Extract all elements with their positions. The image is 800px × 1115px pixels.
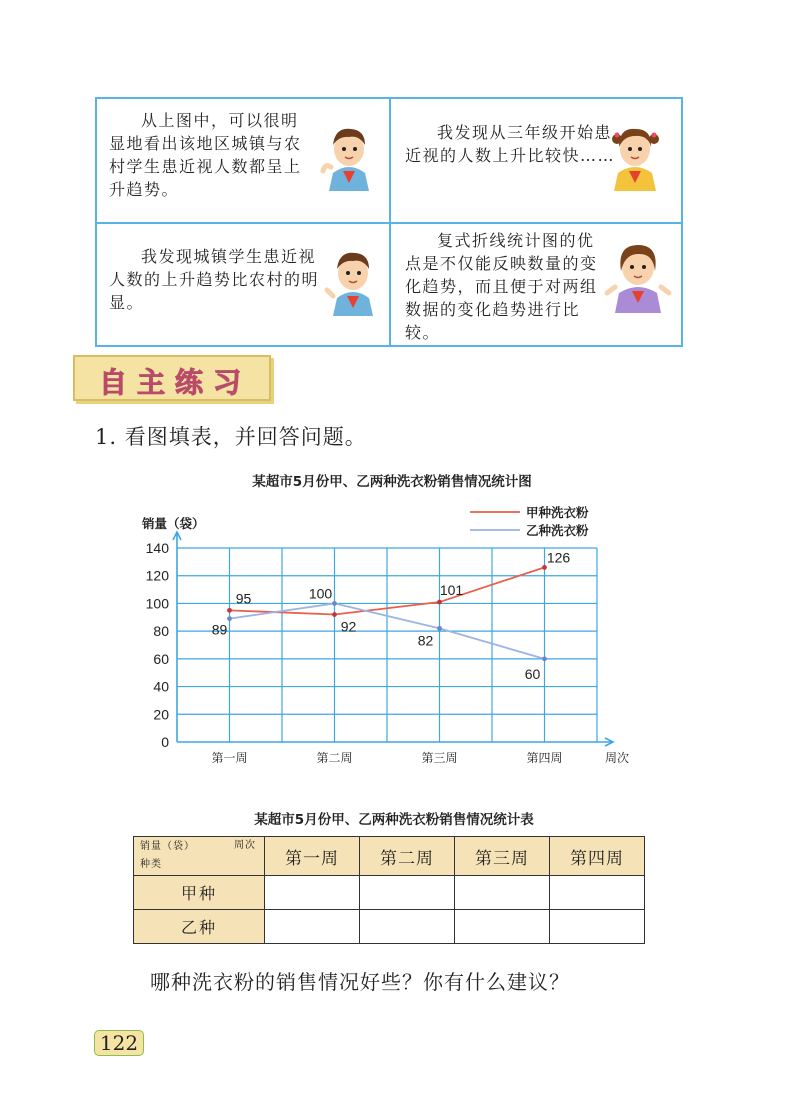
section-title: 自主练习	[99, 366, 252, 399]
observation-4: 复式折线统计图的优点是不仅能反映数量的变化趋势，而且便于对两组数据的变化趋势进行比较。	[405, 231, 598, 342]
table-cell[interactable]	[550, 876, 645, 910]
row-header: 乙种	[134, 910, 265, 944]
boy-illustration	[323, 244, 383, 316]
data-label: 101	[439, 582, 464, 599]
girl-illustration	[603, 237, 673, 313]
table-row	[134, 876, 645, 910]
data-point	[542, 565, 547, 570]
y-axis-label: 销量（袋）	[142, 516, 205, 531]
row-header: 甲种	[134, 876, 265, 910]
page-number: 122	[94, 1030, 144, 1056]
y-tick-label: 140	[145, 540, 169, 556]
y-tick-label: 60	[153, 650, 169, 667]
data-label: 100	[308, 585, 333, 602]
table-cell[interactable]	[265, 910, 360, 944]
boy-illustration	[319, 121, 379, 191]
y-tick-label: 100	[145, 595, 169, 612]
x-tick-label: 第四周	[526, 751, 563, 765]
table-cell[interactable]	[265, 876, 360, 910]
observation-grid	[95, 97, 683, 347]
column-header: 第一周	[265, 837, 360, 876]
x-axis-label: 周次	[604, 751, 630, 765]
data-point	[542, 656, 547, 661]
corner-label-type: 种类	[140, 859, 162, 870]
data-label: 92	[340, 618, 357, 635]
girl-illustration	[604, 121, 666, 191]
table-row	[134, 910, 645, 944]
y-tick-label: 40	[153, 678, 169, 695]
table-cell[interactable]	[455, 910, 550, 944]
data-label: 126	[546, 549, 571, 566]
data-point	[437, 626, 442, 631]
data-label: 95	[235, 590, 252, 607]
data-point	[227, 616, 232, 621]
observation-2: 我发现从三年级开始患近视的人数上升比较快……	[405, 123, 616, 165]
x-tick-label: 第三周	[421, 751, 458, 765]
observation-1: 从上图中，可以很明显地看出该地区城镇与农村学生患近视人数都呈上升趋势。	[109, 111, 302, 199]
table-cell[interactable]	[550, 910, 645, 944]
sales-table	[133, 836, 645, 944]
corner-label-week: 周次	[234, 840, 256, 851]
table-title: 某超市5月份甲、乙两种洗衣粉销售情况统计表	[254, 812, 534, 828]
table-cell[interactable]	[360, 876, 455, 910]
data-label: 82	[417, 632, 434, 649]
section-banner	[73, 355, 271, 401]
legend-label: 甲种洗衣粉	[526, 505, 589, 520]
y-tick-label: 120	[145, 567, 169, 584]
question-1: 1. 看图填表，并回答问题。	[95, 425, 367, 449]
table-cell[interactable]	[455, 876, 550, 910]
x-tick-label: 第二周	[316, 751, 353, 765]
observation-3: 我发现城镇学生患近视人数的上升趋势比农村的明显。	[109, 247, 320, 312]
line-chart	[0, 490, 800, 780]
question-2: 哪种洗衣粉的销售情况好些？你有什么建议？	[150, 970, 570, 994]
grid-divider-horizontal	[97, 222, 681, 224]
data-label: 89	[211, 621, 228, 638]
column-header: 第三周	[455, 837, 550, 876]
column-header: 第四周	[550, 837, 645, 876]
table-cell[interactable]	[360, 910, 455, 944]
corner-label-sales: 销量（袋）	[140, 841, 195, 852]
data-point	[227, 608, 232, 613]
y-tick-label: 0	[161, 734, 169, 750]
y-tick-label: 80	[153, 623, 169, 640]
legend-label: 乙种洗衣粉	[526, 523, 589, 538]
data-point	[332, 601, 337, 606]
data-label: 60	[524, 665, 541, 682]
x-tick-label: 第一周	[211, 751, 248, 765]
data-point	[437, 600, 442, 605]
column-header: 第二周	[360, 837, 455, 876]
data-point	[332, 612, 337, 617]
y-tick-label: 20	[153, 706, 169, 723]
table-header-row	[134, 837, 645, 876]
chart-title: 某超市5月份甲、乙两种洗衣粉销售情况统计图	[252, 474, 532, 490]
table-corner-cell	[134, 837, 265, 876]
